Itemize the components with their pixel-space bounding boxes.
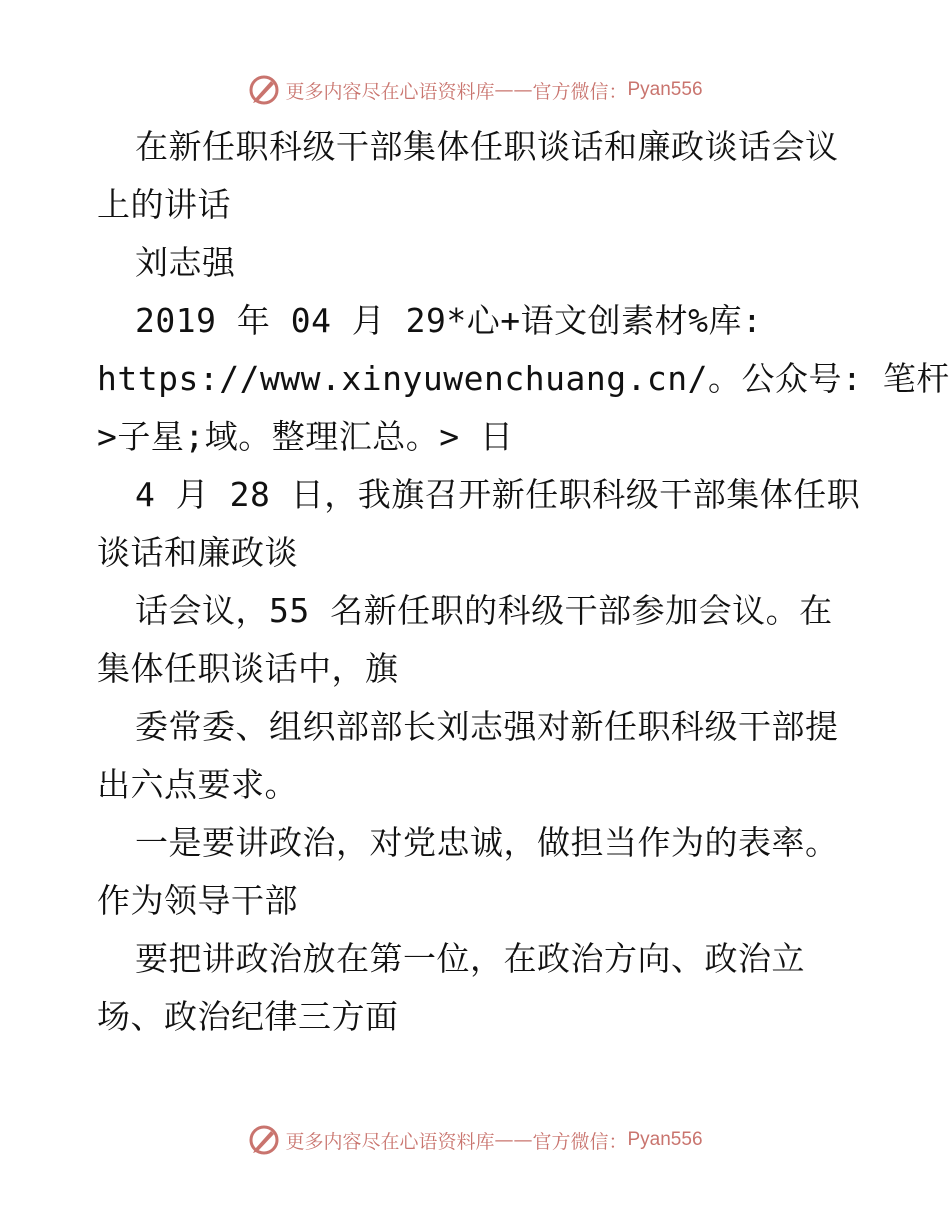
text-line: 出六点要求。	[97, 765, 298, 804]
text-line: 集体任职谈话中，旗	[97, 649, 399, 688]
pen-logo-icon	[247, 1123, 281, 1157]
text-line: 要把讲政治放在第一位，在政治方向、政治立	[135, 939, 805, 978]
banner-wechat-id: Pyan556	[627, 1129, 703, 1150]
header-banner	[0, 72, 950, 108]
text-line: 委常委、组织部部长刘志强对新任职科级干部提	[135, 707, 839, 746]
text-line: https://www.xinyuwenchuang.cn/。公众号: 笔杆	[97, 359, 950, 398]
text-line: 作为领导干部	[97, 881, 298, 920]
document-body	[97, 118, 950, 1046]
banner-dash: ——	[494, 79, 533, 101]
banner-slogan: 更多内容尽在心语资料库	[285, 80, 495, 103]
banner-slogan: 更多内容尽在心语资料库	[285, 1130, 495, 1153]
text-line: 4 月 28 日，我旗召开新任职科级干部集体任职	[135, 475, 861, 514]
text-line: 场、政治纪律三方面	[97, 997, 399, 1036]
text-line: 上的讲话	[97, 185, 231, 224]
text-line: 刘志强	[135, 243, 236, 282]
text-line: 在新任职科级干部集体任职谈话和廉政谈话会议	[135, 127, 839, 166]
pen-logo-icon	[247, 73, 281, 107]
text-line: >子星;域。整理汇总。> 日	[97, 417, 514, 456]
text-line: 话会议，55 名新任职的科级干部参加会议。在	[135, 591, 833, 630]
footer-banner	[0, 1122, 950, 1158]
banner-wechat-label: 官方微信：	[532, 80, 628, 103]
banner-dash: ——	[494, 1129, 533, 1151]
banner-wechat-id: Pyan556	[627, 79, 703, 100]
text-line: 一是要讲政治，对党忠诚，做担当作为的表率。	[135, 823, 839, 862]
text-line: 谈话和廉政谈	[97, 533, 298, 572]
banner-wechat-label: 官方微信：	[532, 1130, 628, 1153]
text-line: 2019 年 04 月 29*心+语文创素材%库:	[135, 301, 763, 340]
